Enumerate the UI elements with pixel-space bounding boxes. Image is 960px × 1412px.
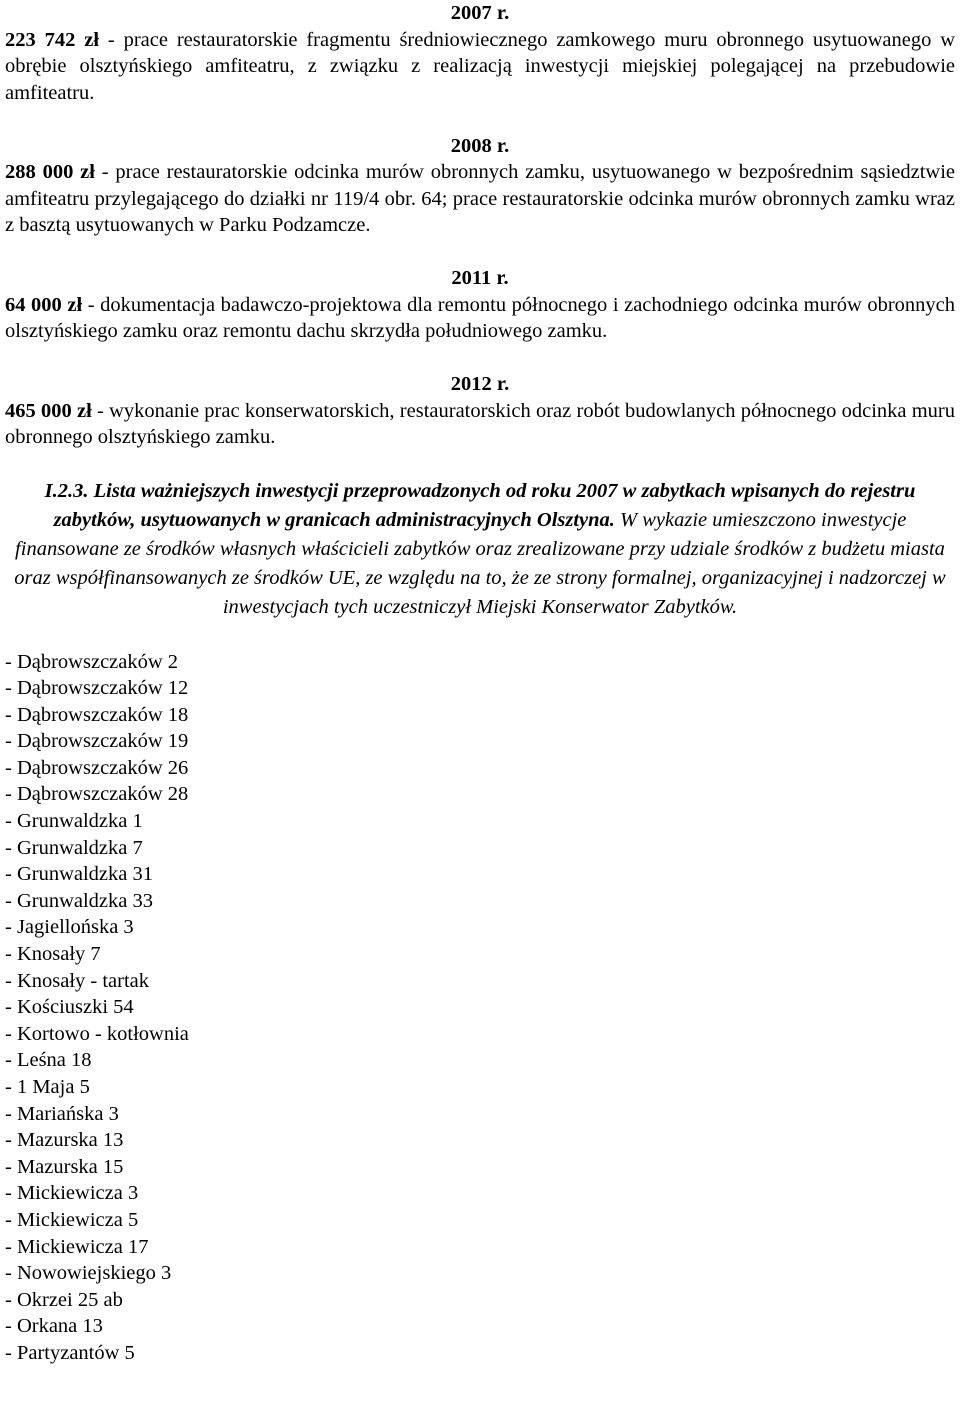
entry-2008 <box>5 159 955 239</box>
year-heading-2008: 2008 r. <box>450 134 510 157</box>
list-item: - Partyzantów 5 <box>5 1341 135 1364</box>
list-item: - Knosały - tartak <box>5 969 150 992</box>
list-item: - 1 Maja 5 <box>5 1076 90 1098</box>
list-item: - Grunwaldzka 31 <box>5 863 154 886</box>
list-item: - Mickiewicza 5 <box>5 1208 139 1231</box>
list-item: - Grunwaldzka 7 <box>5 836 143 859</box>
list-item: - Jagiellońska 3 <box>5 916 134 939</box>
year-heading-2011: 2011 r. <box>451 267 509 289</box>
section-heading: I.2.3. Lista ważniejszych inwestycji przeprowadzonych od roku 2007 w zabytkach wpisanych do rejestru zabytków, usytuowanych w granicach administracyjnych Olsztyna. <box>44 480 916 531</box>
entry-amount: 288 000 zł <box>5 161 95 183</box>
entry-description: - wykonanie prac konserwatorskich, restauratorskich oraz robót budowlanych północnego odcinka muru obronnego olsztyńskiego zamku. <box>5 399 956 448</box>
entry-description: - prace restauratorskie odcinka murów obronnych zamku, usytuowanego w bezpośrednim sąsiedztwie amfiteatru przylegającego do działki nr 119/4 obr. 64; prace restauratorskie odcinka murów obronnych zamku wraz z basztą usytuowanych w Parku Podzamcze. <box>5 161 956 236</box>
list-item: - Kortowo - kotłownia <box>5 1022 189 1045</box>
entry-description: - dokumentacja badawczo-projektowa dla remontu północnego i zachodniego odcinka murów obronnych olsztyńskiego zamku oraz remontu dachu skrzydła południowego zamku. <box>5 293 955 342</box>
list-item: - Okrzei 25 ab <box>5 1288 123 1311</box>
entry-2011 <box>5 292 955 345</box>
entry-amount: 465 000 zł <box>5 399 92 422</box>
spacer <box>5 345 955 372</box>
address-list <box>5 649 955 1367</box>
list-item: - Mickiewicza 3 <box>5 1182 139 1205</box>
list-item: - Dąbrowszczaków 12 <box>5 677 189 700</box>
list-item: - Dąbrowszczaków 28 <box>5 783 189 806</box>
list-item: - Nowowiejskiego 3 <box>5 1262 172 1285</box>
list-item: - Mickiewicza 17 <box>5 1235 149 1258</box>
list-item: - Mazurska 13 <box>5 1129 124 1152</box>
year-heading-2007: 2007 r. <box>450 2 510 24</box>
list-item: - Leśna 18 <box>5 1049 92 1072</box>
list-item: - Dąbrowszczaków 18 <box>5 703 189 726</box>
spacer <box>5 239 955 266</box>
list-item: - Kościuszki 54 <box>5 996 134 1019</box>
entry-description: - prace restauratorskie fragmentu średniowiecznego zamkowego muru obronnego usytuowanego w obrębie olsztyńskiego amfiteatru, z związku z realizacją inwestycji miejskiej polegającej na przebudowie amfiteatru. <box>5 28 955 104</box>
list-item: - Mariańska 3 <box>5 1102 119 1125</box>
spacer <box>5 451 955 478</box>
list-item: - Dąbrowszczaków 19 <box>5 730 189 753</box>
list-item: - Mazurska 15 <box>5 1155 124 1178</box>
year-heading-2012: 2012 r. <box>450 373 510 395</box>
section-intro <box>5 477 955 622</box>
entry-amount: 64 000 zł <box>5 293 83 316</box>
list-item: - Grunwaldzka 33 <box>5 889 154 912</box>
list-item: - Orkana 13 <box>5 1315 103 1338</box>
spacer <box>5 622 955 649</box>
spacer <box>5 106 955 133</box>
list-item: - Dąbrowszczaków 26 <box>5 756 189 779</box>
entry-2012 <box>5 398 955 451</box>
list-item: - Grunwaldzka 1 <box>5 810 143 833</box>
section-body: W wykazie umieszczono inwestycje finansowane ze środków własnych właścicieli zabytków oraz zrealizowane przy udziale środków z budżetu miasta oraz współfinansowanych ze środków UE, ze względu na to, że ze strony formalnej, organizacyjnej i nadzorczej w inwestycjach tych uczestniczył Miejski Konserwator Zabytków. <box>14 509 946 618</box>
entry-2007 <box>5 27 955 107</box>
list-item: - Knosały 7 <box>5 943 101 966</box>
document-page <box>5 0 955 1367</box>
list-item: - Dąbrowszczaków 2 <box>5 650 179 673</box>
entry-amount: 223 742 zł <box>5 28 100 51</box>
